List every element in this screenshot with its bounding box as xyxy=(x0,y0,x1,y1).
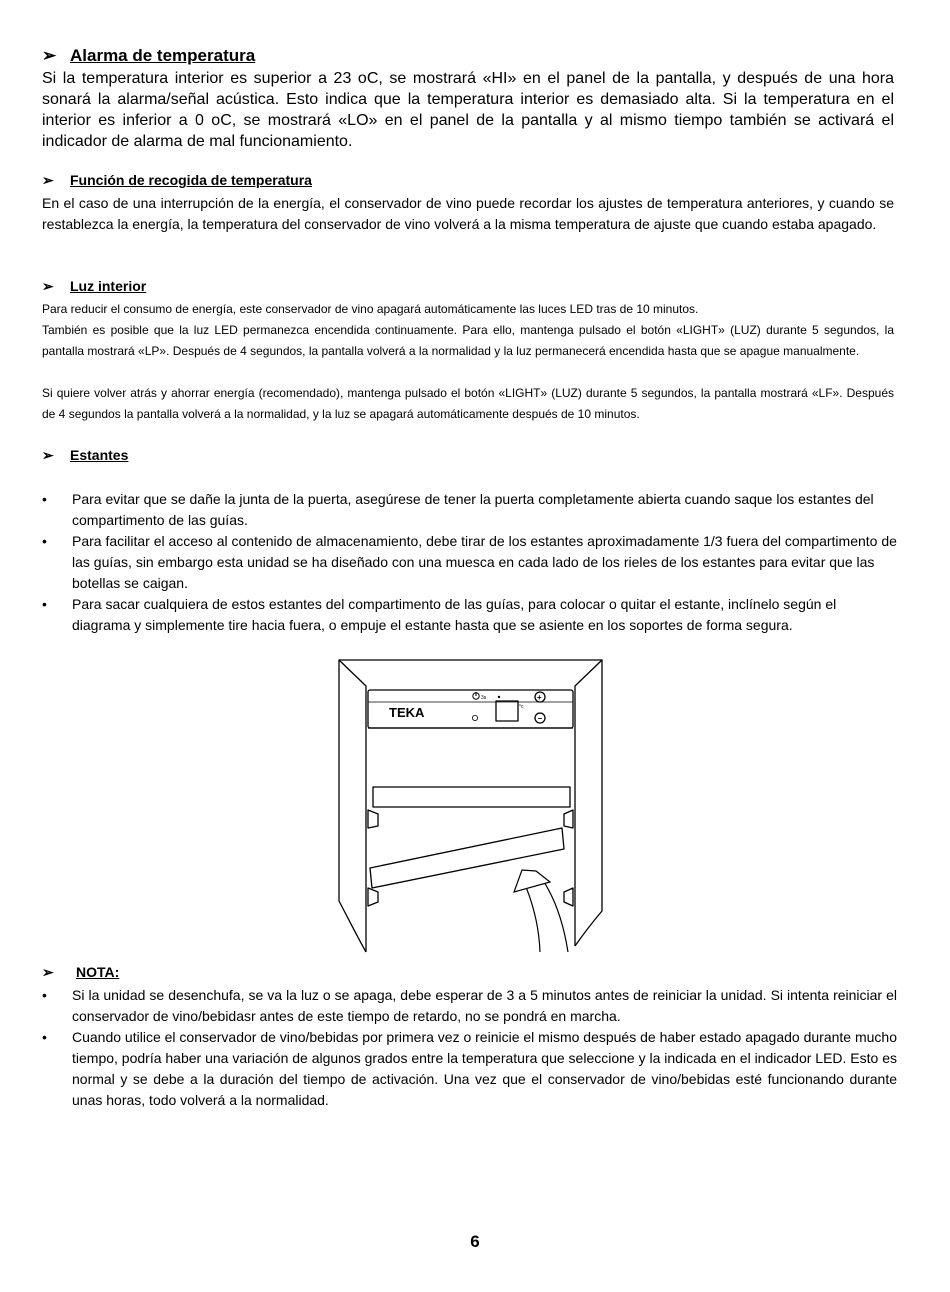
section-title-label: Alarma de temperatura xyxy=(70,46,256,65)
arrow-bullet-icon: ➢ xyxy=(42,46,57,65)
section-title-label: NOTA: xyxy=(76,964,120,980)
plus-circle-icon: + xyxy=(537,693,542,702)
bullet-dot: • xyxy=(42,533,47,549)
list-item-text: Para facilitar el acceso al contenido de almacenamiento, debe tirar de los estantes aproximadamente 1/3 fuera del compartimento de las guías, sin embargo esta unidad se ha diseñado con una muesca en cada lado de los rieles de los estantes para evitar que las botellas se caigan. xyxy=(72,533,897,591)
light-paragraph-2: También es posible que la luz LED permanezca encendida continuamente. Para ello, mantenga pulsado el botón «LIGHT» (LUZ) durante 5 segundos, la pantalla mostrará «LP». Después de 4 segundos, la pantalla volverá a la normalidad y la luz permanecerá encendida hasta que se apague manualmente. xyxy=(42,323,894,358)
timer-label: 3s xyxy=(481,695,487,701)
list-item-text: Si la unidad se desenchufa, se va la luz o se apaga, debe esperar de 3 a 5 minutos antes de reiniciar la unidad. Si intenta reiniciar el conservador de vino/bebidasr antes de este tiempo de retardo, no se pondrá en marcha. xyxy=(72,987,897,1024)
memory-paragraph: En el caso de una interrupción de la energía, el conservador de vino puede recordar los ajustes de temperatura anteriores, y cuando se restablezca la energía, la temperatura del conservador de vino volverá a la misma temperatura de ajuste que cuando estaba apagado. xyxy=(42,195,894,232)
alarm-paragraph: Si la temperatura interior es superior a 23 oC, se mostrará «HI» en el panel de la pantalla, y después de una hora sonará la alarma/señal acústica. Esto indica que la temperatura interior es demasiado alta. Si la temperatura en el interior es inferior a 0 oC, se mostrará «LO» en el panel de la pantalla y al mismo tiempo también se activará el indicador de alarma de mal funcionamiento. xyxy=(42,70,894,150)
section-title-label: Función de recogida de temperatura xyxy=(70,172,312,188)
section-title-label: Luz interior xyxy=(70,278,147,294)
bullet-dot: • xyxy=(42,596,47,612)
list-item xyxy=(42,594,897,636)
list-item xyxy=(42,985,897,1027)
section-title-shelves xyxy=(42,447,128,464)
bullet-dot: • xyxy=(42,987,47,1003)
light-paragraph-1: Para reducir el consumo de energía, este conservador de vino apagará automáticamente las luces LED tras de 10 minutos. xyxy=(42,302,699,316)
note-list xyxy=(42,985,897,1111)
list-item xyxy=(42,1027,897,1111)
list-item-text: Cuando utilice el conservador de vino/bebidas por primera vez o reinicie el mismo después de haber estado apagado durante mucho tiempo, podría haber una variación de algunos grados entre la temperatura que seleccione y la indicada en el indicador LED. Esto es normal y se debe a la duración del tiempo de activación. Una vez que el conservador de vino/bebidas esté funcionando durante unas horas, todo volverá a la normalidad. xyxy=(72,1029,897,1108)
unit-label: °c xyxy=(519,704,524,710)
list-item-text: Para evitar que se dañe la junta de la puerta, asegúrese de tener la puerta completamente abierta cuando saque los estantes del compartimento de las guías. xyxy=(72,491,874,528)
section-title-memory xyxy=(42,172,312,189)
list-item xyxy=(42,489,897,531)
section-title-light xyxy=(42,278,146,295)
section-title-label: Estantes xyxy=(70,447,129,463)
section-title-note xyxy=(42,964,119,981)
minus-circle-icon: − xyxy=(537,714,543,723)
wine-cooler-diagram xyxy=(336,656,606,956)
shelves-list xyxy=(42,489,897,636)
arrow-bullet-icon: ➢ xyxy=(42,172,54,188)
list-item xyxy=(42,531,897,594)
bullet-dot: • xyxy=(42,1029,47,1045)
bullet-dot: • xyxy=(42,491,47,507)
section-title-alarm xyxy=(42,46,255,66)
page-number: 6 xyxy=(470,1232,480,1251)
arrow-bullet-icon: ➢ xyxy=(42,964,54,980)
teka-logo: TEKA xyxy=(389,705,425,720)
arrow-bullet-icon: ➢ xyxy=(42,447,54,463)
list-item-text: Para sacar cualquiera de estos estantes del compartimento de las guías, para colocar o quitar el estante, inclínelo según el diagrama y simplemente tire hacia fuera, o empuje el estante hasta que se asiente en los soportes de forma segura. xyxy=(72,596,837,633)
arrow-bullet-icon: ➢ xyxy=(42,278,54,294)
light-paragraph-3: Si quiere volver atrás y ahorrar energía (recomendado), mantenga pulsado el botón «LIGHT» (LUZ) durante 5 segundos, la pantalla mostrará «LF». Después de 4 segundos la pantalla volverá a la normalidad, y la luz se apagará automáticamente después de 10 minutos. xyxy=(42,386,894,421)
